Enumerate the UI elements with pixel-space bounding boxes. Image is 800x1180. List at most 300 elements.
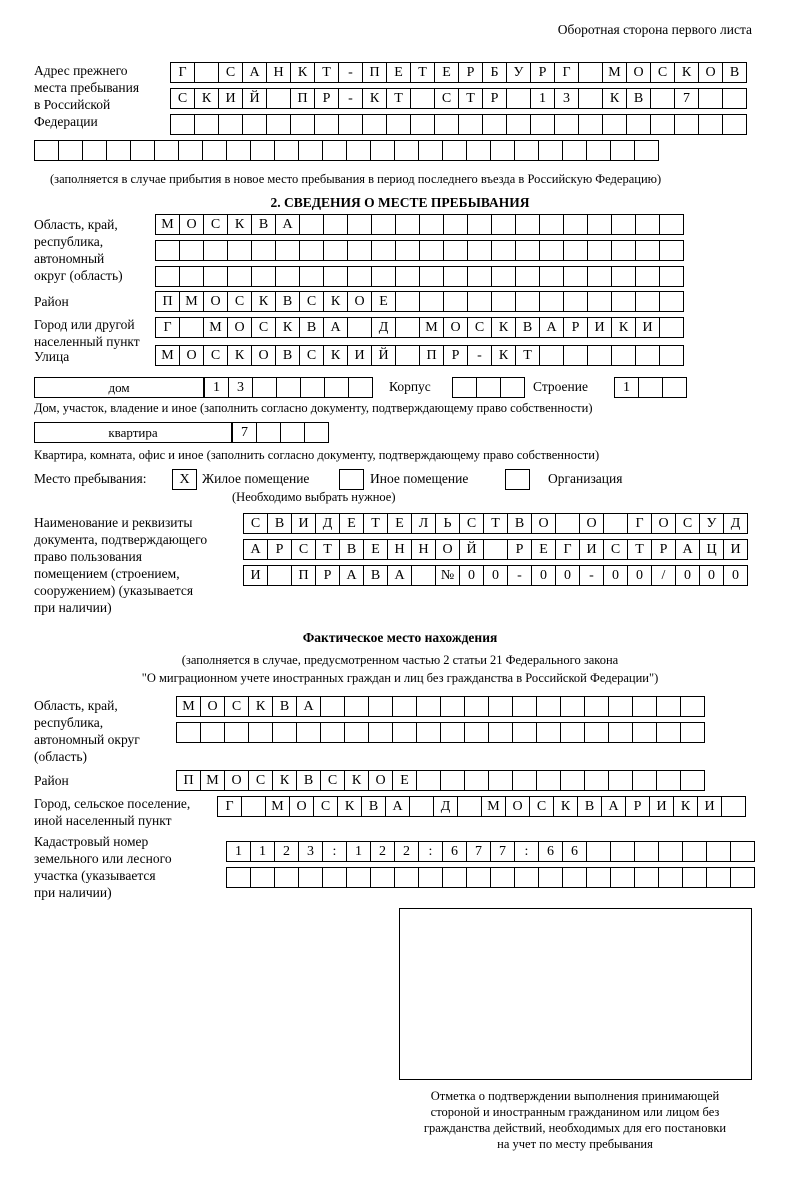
char-cell[interactable]	[587, 266, 612, 287]
char-cell[interactable]	[370, 867, 395, 888]
char-cell[interactable]: 7	[674, 88, 699, 109]
char-cell[interactable]	[650, 88, 675, 109]
char-cell[interactable]: Г	[155, 317, 180, 338]
char-cell[interactable]: П	[362, 62, 387, 83]
char-cell[interactable]: Г	[217, 796, 242, 817]
char-cell[interactable]	[656, 722, 681, 743]
char-cell[interactable]	[392, 696, 417, 717]
char-cell[interactable]	[322, 140, 347, 161]
char-cell[interactable]	[443, 266, 468, 287]
char-cell[interactable]: О	[626, 62, 651, 83]
char-cell[interactable]	[722, 88, 747, 109]
char-cell[interactable]: К	[611, 317, 636, 338]
char-cell[interactable]: С	[299, 291, 324, 312]
char-cell[interactable]: 0	[603, 565, 628, 586]
document-row-2[interactable]	[243, 539, 747, 560]
char-cell[interactable]	[226, 867, 251, 888]
char-cell[interactable]: 3	[298, 841, 323, 862]
char-cell[interactable]	[392, 722, 417, 743]
char-cell[interactable]: Г	[554, 62, 579, 83]
char-cell[interactable]: Ь	[435, 513, 460, 534]
char-cell[interactable]: С	[650, 62, 675, 83]
char-cell[interactable]	[515, 291, 540, 312]
char-cell[interactable]: -	[507, 565, 532, 586]
char-cell[interactable]: С	[227, 291, 252, 312]
char-cell[interactable]	[416, 696, 441, 717]
char-cell[interactable]	[626, 114, 651, 135]
char-cell[interactable]	[266, 88, 291, 109]
char-cell[interactable]: Е	[434, 62, 459, 83]
char-cell[interactable]	[706, 867, 731, 888]
char-cell[interactable]	[467, 291, 492, 312]
char-cell[interactable]: Р	[315, 565, 340, 586]
char-cell[interactable]	[584, 696, 609, 717]
char-cell[interactable]: К	[674, 62, 699, 83]
char-cell[interactable]	[440, 770, 465, 791]
char-cell[interactable]	[530, 114, 555, 135]
char-cell[interactable]	[323, 240, 348, 261]
actual-district-row[interactable]	[176, 770, 704, 791]
char-cell[interactable]: С	[291, 539, 316, 560]
char-cell[interactable]	[680, 722, 705, 743]
char-cell[interactable]: О	[203, 291, 228, 312]
char-cell[interactable]: Р	[530, 62, 555, 83]
char-cell[interactable]: Е	[339, 513, 364, 534]
char-cell[interactable]	[659, 317, 684, 338]
char-cell[interactable]: М	[203, 317, 228, 338]
char-cell[interactable]: М	[179, 291, 204, 312]
char-cell[interactable]: А	[339, 565, 364, 586]
char-cell[interactable]: 1	[614, 377, 639, 398]
char-cell[interactable]: Т	[363, 513, 388, 534]
char-cell[interactable]: И	[723, 539, 748, 560]
char-cell[interactable]	[635, 291, 660, 312]
char-cell[interactable]	[224, 722, 249, 743]
char-cell[interactable]: Е	[392, 770, 417, 791]
char-cell[interactable]: А	[675, 539, 700, 560]
char-cell[interactable]: Е	[387, 513, 412, 534]
char-cell[interactable]: Т	[314, 62, 339, 83]
char-cell[interactable]	[491, 266, 516, 287]
char-cell[interactable]	[276, 377, 301, 398]
char-cell[interactable]: 1	[346, 841, 371, 862]
char-cell[interactable]: К	[290, 62, 315, 83]
char-cell[interactable]	[226, 140, 251, 161]
char-cell[interactable]: 7	[490, 841, 515, 862]
char-cell[interactable]: В	[722, 62, 747, 83]
char-cell[interactable]	[587, 291, 612, 312]
char-cell[interactable]	[706, 841, 731, 862]
char-cell[interactable]	[434, 114, 459, 135]
char-cell[interactable]	[194, 114, 219, 135]
char-cell[interactable]	[608, 696, 633, 717]
char-cell[interactable]	[251, 240, 276, 261]
char-cell[interactable]	[274, 140, 299, 161]
char-cell[interactable]	[179, 240, 204, 261]
char-cell[interactable]	[563, 266, 588, 287]
char-cell[interactable]	[194, 62, 219, 83]
char-cell[interactable]: В	[577, 796, 602, 817]
char-cell[interactable]	[562, 140, 587, 161]
char-cell[interactable]: С	[218, 62, 243, 83]
char-cell[interactable]	[395, 240, 420, 261]
char-cell[interactable]	[483, 539, 508, 560]
char-cell[interactable]	[584, 722, 609, 743]
char-cell[interactable]	[338, 114, 363, 135]
char-cell[interactable]: В	[363, 565, 388, 586]
char-cell[interactable]	[348, 377, 373, 398]
char-cell[interactable]: С	[467, 317, 492, 338]
char-cell[interactable]: М	[155, 345, 180, 366]
char-cell[interactable]	[419, 291, 444, 312]
char-cell[interactable]: С	[434, 88, 459, 109]
char-cell[interactable]	[638, 377, 663, 398]
char-cell[interactable]	[515, 240, 540, 261]
char-cell[interactable]	[698, 114, 723, 135]
place-type-option-1[interactable]: Жилое помещение	[202, 471, 310, 486]
district-row[interactable]	[155, 291, 683, 312]
char-cell[interactable]	[227, 266, 252, 287]
char-cell[interactable]: О	[179, 214, 204, 235]
char-cell[interactable]	[323, 214, 348, 235]
char-cell[interactable]: Д	[723, 513, 748, 534]
char-cell[interactable]	[563, 291, 588, 312]
char-cell[interactable]: С	[675, 513, 700, 534]
char-cell[interactable]	[466, 867, 491, 888]
char-cell[interactable]: Р	[625, 796, 650, 817]
char-cell[interactable]	[682, 841, 707, 862]
char-cell[interactable]: Т	[458, 88, 483, 109]
char-cell[interactable]	[34, 140, 59, 161]
char-cell[interactable]	[467, 240, 492, 261]
char-cell[interactable]: 6	[562, 841, 587, 862]
char-cell[interactable]	[656, 770, 681, 791]
char-cell[interactable]	[634, 867, 659, 888]
char-cell[interactable]: Т	[515, 345, 540, 366]
char-cell[interactable]	[512, 722, 537, 743]
char-cell[interactable]: С	[251, 317, 276, 338]
char-cell[interactable]	[290, 114, 315, 135]
char-cell[interactable]: К	[337, 796, 362, 817]
char-cell[interactable]	[410, 114, 435, 135]
char-cell[interactable]: -	[338, 62, 363, 83]
char-cell[interactable]: У	[699, 513, 724, 534]
cadastral-row-2[interactable]	[226, 867, 754, 888]
char-cell[interactable]	[674, 114, 699, 135]
char-cell[interactable]: Р	[482, 88, 507, 109]
char-cell[interactable]: Й	[459, 539, 484, 560]
char-cell[interactable]: -	[467, 345, 492, 366]
char-cell[interactable]: К	[673, 796, 698, 817]
char-cell[interactable]	[554, 114, 579, 135]
char-cell[interactable]	[320, 696, 345, 717]
char-cell[interactable]: М	[265, 796, 290, 817]
char-cell[interactable]: О	[227, 317, 252, 338]
char-cell[interactable]	[130, 140, 155, 161]
korpus-digits[interactable]	[452, 377, 524, 398]
char-cell[interactable]	[395, 317, 420, 338]
char-cell[interactable]: И	[347, 345, 372, 366]
char-cell[interactable]: 7	[232, 422, 257, 443]
char-cell[interactable]: 3	[554, 88, 579, 109]
char-cell[interactable]: 0	[483, 565, 508, 586]
char-cell[interactable]: С	[224, 696, 249, 717]
char-cell[interactable]	[464, 770, 489, 791]
char-cell[interactable]	[490, 140, 515, 161]
char-cell[interactable]	[416, 722, 441, 743]
char-cell[interactable]	[409, 796, 434, 817]
char-cell[interactable]	[155, 240, 180, 261]
char-cell[interactable]	[610, 140, 635, 161]
char-cell[interactable]	[267, 565, 292, 586]
char-cell[interactable]: М	[155, 214, 180, 235]
char-cell[interactable]: С	[320, 770, 345, 791]
char-cell[interactable]	[347, 266, 372, 287]
char-cell[interactable]: С	[299, 345, 324, 366]
char-cell[interactable]	[635, 240, 660, 261]
char-cell[interactable]	[440, 722, 465, 743]
char-cell[interactable]	[659, 240, 684, 261]
char-cell[interactable]	[539, 291, 564, 312]
prev-address-row-1[interactable]	[170, 62, 746, 83]
char-cell[interactable]	[346, 140, 371, 161]
char-cell[interactable]: И	[635, 317, 660, 338]
char-cell[interactable]: О	[531, 513, 556, 534]
char-cell[interactable]	[299, 214, 324, 235]
city-row[interactable]	[155, 317, 683, 338]
char-cell[interactable]	[395, 214, 420, 235]
actual-region-row-1[interactable]	[176, 696, 704, 717]
char-cell[interactable]: С	[603, 539, 628, 560]
char-cell[interactable]: М	[602, 62, 627, 83]
char-cell[interactable]	[730, 841, 755, 862]
char-cell[interactable]	[275, 240, 300, 261]
char-cell[interactable]	[241, 796, 266, 817]
place-type-option-3[interactable]: Организация	[548, 471, 623, 486]
char-cell[interactable]: О	[698, 62, 723, 83]
char-cell[interactable]	[418, 867, 443, 888]
char-cell[interactable]: Л	[411, 513, 436, 534]
char-cell[interactable]	[680, 696, 705, 717]
char-cell[interactable]: С	[313, 796, 338, 817]
char-cell[interactable]: В	[299, 317, 324, 338]
char-cell[interactable]	[560, 722, 585, 743]
char-cell[interactable]	[562, 867, 587, 888]
char-cell[interactable]: 2	[370, 841, 395, 862]
char-cell[interactable]	[586, 140, 611, 161]
char-cell[interactable]	[458, 114, 483, 135]
char-cell[interactable]	[635, 214, 660, 235]
char-cell[interactable]	[304, 422, 329, 443]
char-cell[interactable]	[418, 140, 443, 161]
document-row-3[interactable]	[243, 565, 747, 586]
char-cell[interactable]: К	[362, 88, 387, 109]
char-cell[interactable]: М	[481, 796, 506, 817]
char-cell[interactable]	[698, 88, 723, 109]
char-cell[interactable]: В	[515, 317, 540, 338]
char-cell[interactable]	[539, 266, 564, 287]
char-cell[interactable]: А	[539, 317, 564, 338]
char-cell[interactable]: А	[296, 696, 321, 717]
char-cell[interactable]	[488, 696, 513, 717]
char-cell[interactable]	[395, 345, 420, 366]
house-digits[interactable]	[204, 377, 372, 398]
char-cell[interactable]: С	[203, 214, 228, 235]
char-cell[interactable]: И	[587, 317, 612, 338]
char-cell[interactable]	[610, 867, 635, 888]
char-cell[interactable]	[721, 796, 746, 817]
char-cell[interactable]: И	[697, 796, 722, 817]
char-cell[interactable]: Р	[651, 539, 676, 560]
char-cell[interactable]: А	[385, 796, 410, 817]
char-cell[interactable]	[659, 266, 684, 287]
char-cell[interactable]	[512, 696, 537, 717]
char-cell[interactable]: И	[243, 565, 268, 586]
char-cell[interactable]: -	[579, 565, 604, 586]
char-cell[interactable]: М	[176, 696, 201, 717]
char-cell[interactable]	[536, 696, 561, 717]
char-cell[interactable]: :	[514, 841, 539, 862]
place-type-checkbox-1[interactable]: Х	[172, 469, 197, 490]
char-cell[interactable]	[443, 240, 468, 261]
char-cell[interactable]	[275, 266, 300, 287]
char-cell[interactable]: И	[218, 88, 243, 109]
char-cell[interactable]: /	[651, 565, 676, 586]
char-cell[interactable]: 0	[555, 565, 580, 586]
char-cell[interactable]	[395, 266, 420, 287]
char-cell[interactable]	[106, 140, 131, 161]
char-cell[interactable]: Н	[411, 539, 436, 560]
char-cell[interactable]: С	[243, 513, 268, 534]
char-cell[interactable]	[578, 88, 603, 109]
char-cell[interactable]: Н	[387, 539, 412, 560]
char-cell[interactable]: С	[529, 796, 554, 817]
char-cell[interactable]	[587, 240, 612, 261]
char-cell[interactable]	[538, 140, 563, 161]
stamp-box[interactable]	[399, 908, 752, 1080]
char-cell[interactable]: О	[443, 317, 468, 338]
char-cell[interactable]: В	[267, 513, 292, 534]
char-cell[interactable]: О	[505, 796, 530, 817]
char-cell[interactable]: В	[626, 88, 651, 109]
char-cell[interactable]	[586, 867, 611, 888]
char-cell[interactable]	[536, 770, 561, 791]
char-cell[interactable]	[466, 140, 491, 161]
char-cell[interactable]	[500, 377, 525, 398]
char-cell[interactable]	[491, 240, 516, 261]
char-cell[interactable]	[298, 140, 323, 161]
char-cell[interactable]	[658, 841, 683, 862]
char-cell[interactable]	[611, 240, 636, 261]
place-type-checkbox-3[interactable]	[505, 469, 530, 490]
char-cell[interactable]: Е	[371, 291, 396, 312]
char-cell[interactable]: :	[418, 841, 443, 862]
char-cell[interactable]: В	[272, 696, 297, 717]
char-cell[interactable]: 3	[228, 377, 253, 398]
char-cell[interactable]: К	[272, 770, 297, 791]
char-cell[interactable]	[539, 345, 564, 366]
char-cell[interactable]	[346, 867, 371, 888]
char-cell[interactable]: К	[602, 88, 627, 109]
char-cell[interactable]	[242, 114, 267, 135]
char-cell[interactable]: Р	[267, 539, 292, 560]
char-cell[interactable]: В	[339, 539, 364, 560]
char-cell[interactable]	[603, 513, 628, 534]
char-cell[interactable]	[514, 867, 539, 888]
char-cell[interactable]	[443, 214, 468, 235]
char-cell[interactable]: О	[435, 539, 460, 560]
char-cell[interactable]: К	[323, 345, 348, 366]
char-cell[interactable]	[467, 266, 492, 287]
char-cell[interactable]	[722, 114, 747, 135]
char-cell[interactable]	[324, 377, 349, 398]
char-cell[interactable]: К	[323, 291, 348, 312]
char-cell[interactable]: 0	[531, 565, 556, 586]
char-cell[interactable]	[586, 841, 611, 862]
char-cell[interactable]	[610, 841, 635, 862]
char-cell[interactable]	[587, 345, 612, 366]
char-cell[interactable]	[515, 214, 540, 235]
char-cell[interactable]: 2	[394, 841, 419, 862]
char-cell[interactable]: О	[289, 796, 314, 817]
char-cell[interactable]: К	[227, 214, 252, 235]
char-cell[interactable]: Т	[410, 62, 435, 83]
char-cell[interactable]: О	[179, 345, 204, 366]
char-cell[interactable]	[730, 867, 755, 888]
char-cell[interactable]: Г	[627, 513, 652, 534]
char-cell[interactable]	[419, 266, 444, 287]
char-cell[interactable]	[602, 114, 627, 135]
char-cell[interactable]	[632, 722, 657, 743]
char-cell[interactable]: О	[368, 770, 393, 791]
char-cell[interactable]	[155, 266, 180, 287]
char-cell[interactable]: О	[251, 345, 276, 366]
char-cell[interactable]	[371, 240, 396, 261]
char-cell[interactable]: 6	[538, 841, 563, 862]
char-cell[interactable]	[362, 114, 387, 135]
char-cell[interactable]: П	[176, 770, 201, 791]
char-cell[interactable]: 0	[627, 565, 652, 586]
char-cell[interactable]: С	[203, 345, 228, 366]
char-cell[interactable]	[611, 214, 636, 235]
char-cell[interactable]: Й	[371, 345, 396, 366]
char-cell[interactable]	[419, 214, 444, 235]
char-cell[interactable]	[58, 140, 83, 161]
char-cell[interactable]: 0	[459, 565, 484, 586]
char-cell[interactable]: Р	[563, 317, 588, 338]
cadastral-row-1[interactable]	[226, 841, 754, 862]
char-cell[interactable]: Д	[433, 796, 458, 817]
char-cell[interactable]: В	[251, 214, 276, 235]
char-cell[interactable]	[280, 422, 305, 443]
char-cell[interactable]: В	[275, 291, 300, 312]
char-cell[interactable]	[248, 722, 273, 743]
char-cell[interactable]	[443, 291, 468, 312]
char-cell[interactable]: К	[491, 317, 516, 338]
char-cell[interactable]	[266, 114, 291, 135]
char-cell[interactable]	[368, 696, 393, 717]
char-cell[interactable]	[154, 140, 179, 161]
char-cell[interactable]: П	[291, 565, 316, 586]
char-cell[interactable]: К	[553, 796, 578, 817]
char-cell[interactable]	[476, 377, 501, 398]
actual-region-row-2[interactable]	[176, 722, 704, 743]
char-cell[interactable]	[344, 696, 369, 717]
char-cell[interactable]: М	[419, 317, 444, 338]
char-cell[interactable]	[419, 240, 444, 261]
char-cell[interactable]	[608, 722, 633, 743]
char-cell[interactable]: Н	[266, 62, 291, 83]
